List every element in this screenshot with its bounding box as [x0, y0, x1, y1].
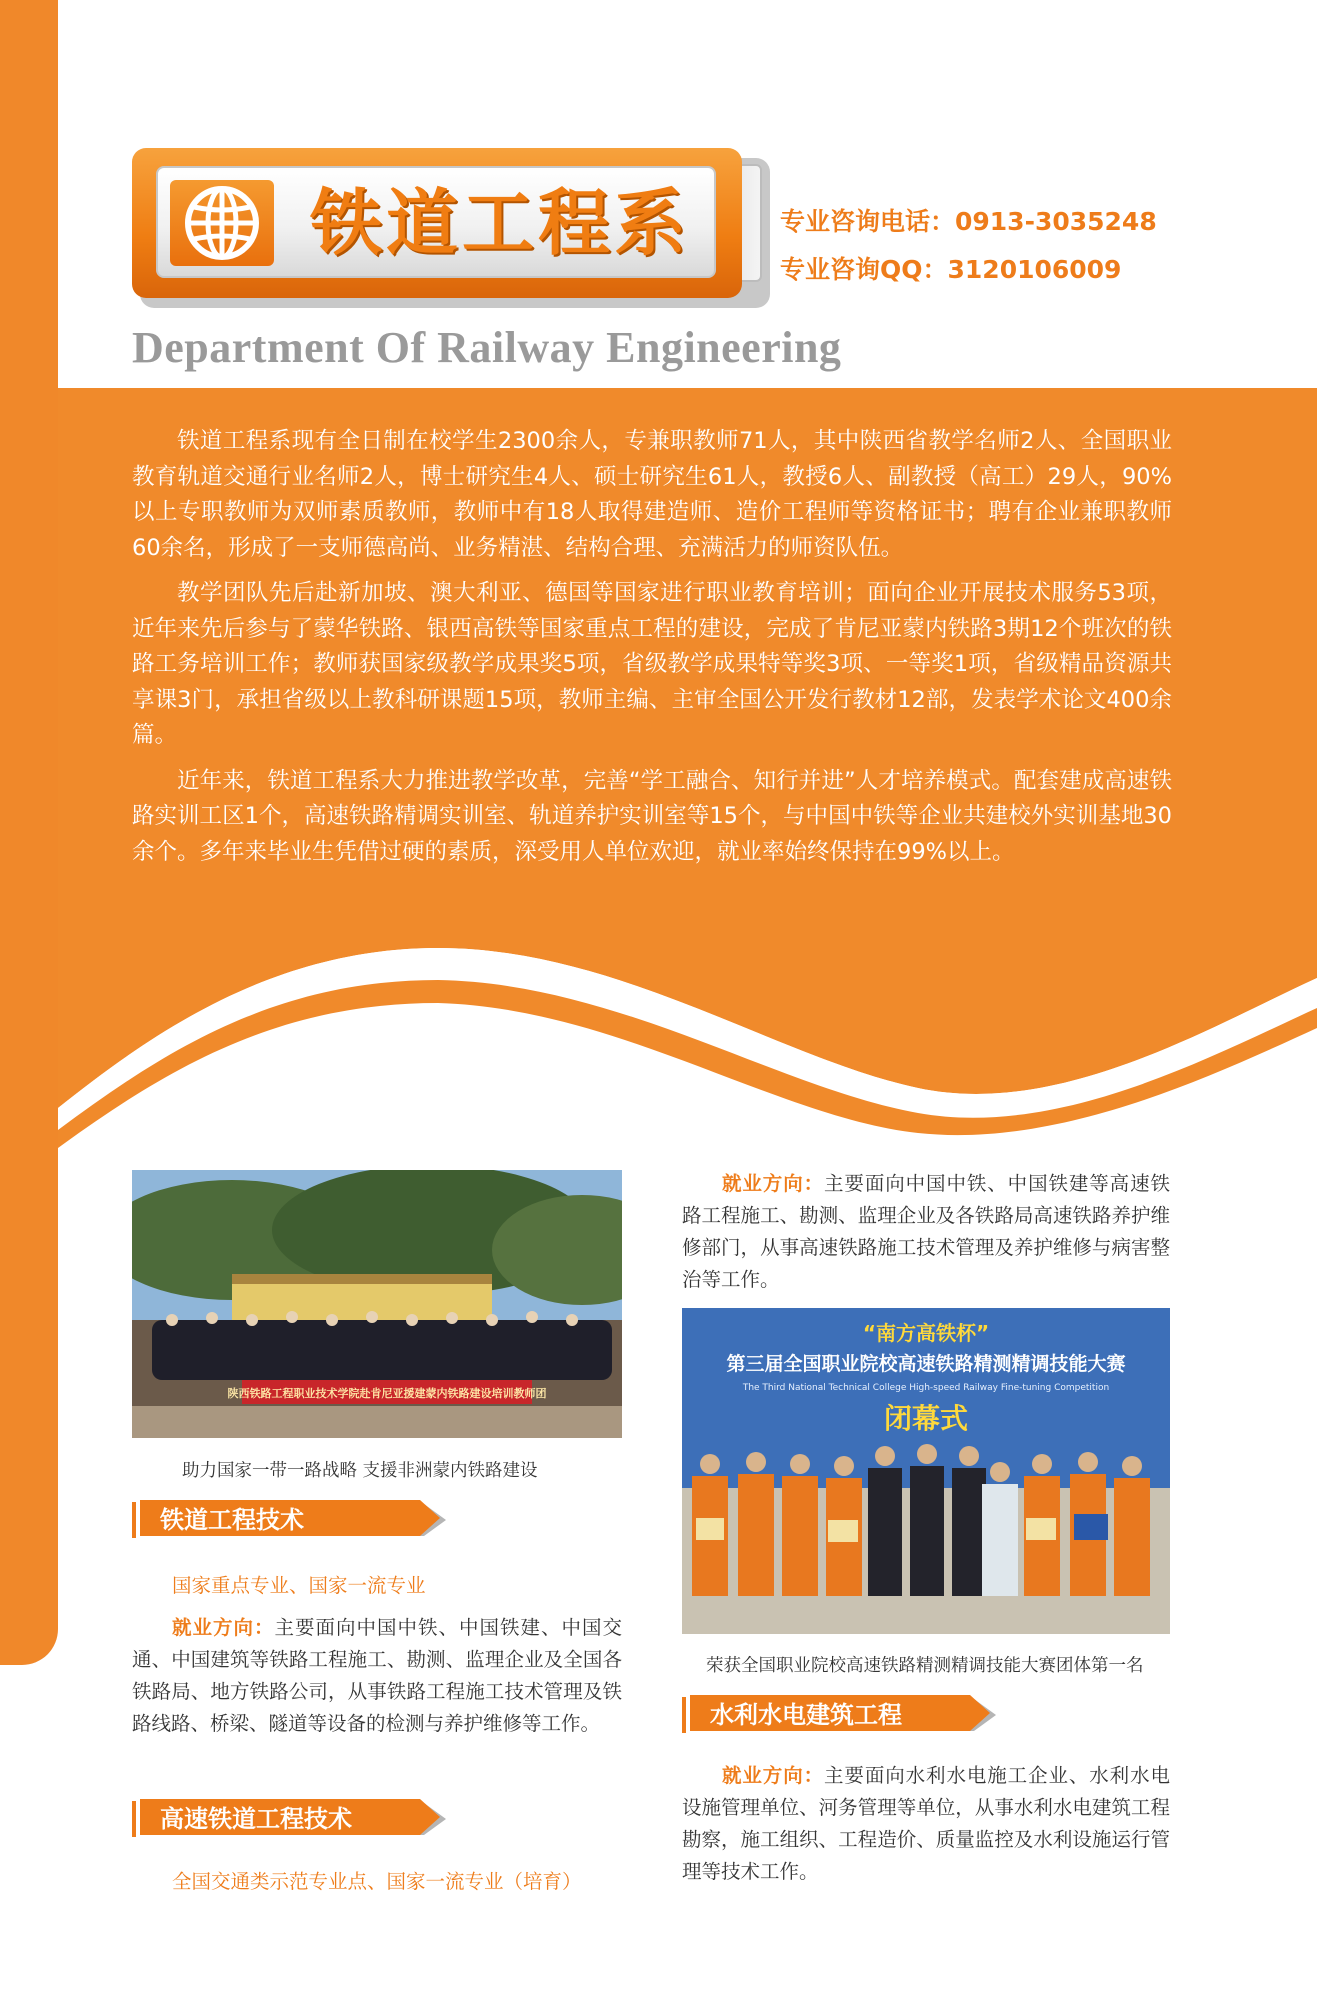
- photo-caption-competition: 荣获全国职业院校高速铁路精测精调技能大赛团体第一名: [706, 1656, 1144, 1676]
- section-heading-hydraulic-engineering: [682, 1695, 1002, 1735]
- globe-icon-box: [170, 180, 274, 266]
- english-subtitle: Department Of Railway Engineering: [132, 323, 842, 372]
- contact-qq: 专业咨询QQ：3120106009: [780, 255, 1122, 284]
- employment-label: 就业方向：: [722, 1172, 825, 1195]
- photo-stage-word: 闭幕式: [883, 1402, 969, 1435]
- page-title: 铁道工程系: [310, 181, 691, 265]
- photo-title-main: 第三届全国职业院校高速铁路精测精调技能大赛: [726, 1353, 1126, 1375]
- photo-caption-kenya: 助力国家一带一路战略 支援非洲蒙内铁路建设: [182, 1461, 538, 1481]
- employment-text: 主要面向中国中铁、中国铁建等高速铁路工程施工、勘测、监理企业及各铁路局高速铁路养护维修部门，从事高速铁路施工技术管理及养护维修与病害整治等工作。: [682, 1172, 1170, 1291]
- intro-paragraph: 铁道工程系现有全日制在校学生2300余人，专兼职教师71人，其中陕西省教学名师2人、全国职业教育轨道交通行业名师2人，博士研究生4人、硕士研究生61人，教授6人、副教授（高工）29人，90%以上专职教师为双师素质教师，教师中有18人取得建造师、造价工程师等资格证书；聘有企业兼职教师60余名，形成了一支师德高尚、业务精湛、结构合理、充满活力的师资队伍。: [132, 428, 1172, 561]
- employment-direction-hydraulic: [682, 1760, 1170, 1888]
- contact-info: [780, 198, 1157, 294]
- photo-title-top: “南方高铁杯”: [862, 1321, 990, 1345]
- employment-direction-railway: [132, 1612, 622, 1740]
- employment-text: 主要面向水利水电施工企业、水利水电设施管理单位、河务管理等单位，从事水利水电建筑工程勘察，施工组织、工程造价、质量监控及水利设施运行管理等技术工作。: [682, 1764, 1170, 1883]
- intro-text: [132, 424, 1172, 880]
- section-title: 水利水电建筑工程: [710, 1701, 902, 1729]
- section-title: 高速铁道工程技术: [160, 1805, 352, 1833]
- employment-text: 主要面向中国中铁、中国铁建、中国交通、中国建筑等铁路工程施工、勘测、监理企业及全国各铁路局、地方铁路公司，从事铁路工程施工技术管理及铁路线路、桥梁、隧道等设备的检测与养护维修等工作。: [132, 1616, 622, 1735]
- title-banner: [132, 148, 770, 305]
- competition-photo: [682, 1308, 1170, 1634]
- employment-direction-high-speed: [682, 1168, 1170, 1296]
- section-heading-railway-engineering: [132, 1500, 452, 1540]
- photo-title-en: The Third National Technical College High-speed Railway Fine-tuning Competition: [742, 1383, 1110, 1393]
- kenya-group-photo: [132, 1170, 622, 1438]
- intro-paragraph: 教学团队先后赴新加坡、澳大利亚、德国等国家进行职业教育培训；面向企业开展技术服务53项，近年来先后参与了蒙华铁路、银西高铁等国家重点工程的建设，完成了肯尼亚蒙内铁路3期12个班次的铁路工务培训工作；教师获国家级教学成果奖5项，省级教学成果特等奖3项、一等奖1项，省级精品资源共享课3门，承担省级以上教科研课题15项，教师主编、主审全国公开发行教材12部，发表学术论文400余篇。: [132, 580, 1172, 748]
- employment-label: 就业方向：: [722, 1764, 825, 1787]
- contact-phone: 专业咨询电话：0913-3035248: [780, 207, 1157, 236]
- intro-paragraph: 近年来，铁道工程系大力推进教学改革，完善“学工融合、知行并进”人才培养模式。配套建成高速铁路实训工区1个，高速铁路精调实训室、轨道养护实训室等15个，与中国中铁等企业共建校外实训基地30余个。多年来毕业生凭借过硬的素质，深受用人单位欢迎，就业率始终保持在99%以上。: [132, 767, 1172, 865]
- photo-banner-text: 陕西铁路工程职业技术学院赴肯尼亚援建蒙内铁路建设培训教师团: [227, 1387, 547, 1400]
- major-tagline: 国家重点专业、国家一流专业: [172, 1574, 426, 1597]
- major-tagline: 全国交通类示范专业点、国家一流专业（培育）: [172, 1870, 582, 1893]
- section-heading-high-speed-railway: [132, 1799, 452, 1839]
- employment-label: 就业方向：: [172, 1616, 275, 1639]
- globe-icon: [182, 183, 262, 263]
- section-title: 铁道工程技术: [160, 1506, 304, 1534]
